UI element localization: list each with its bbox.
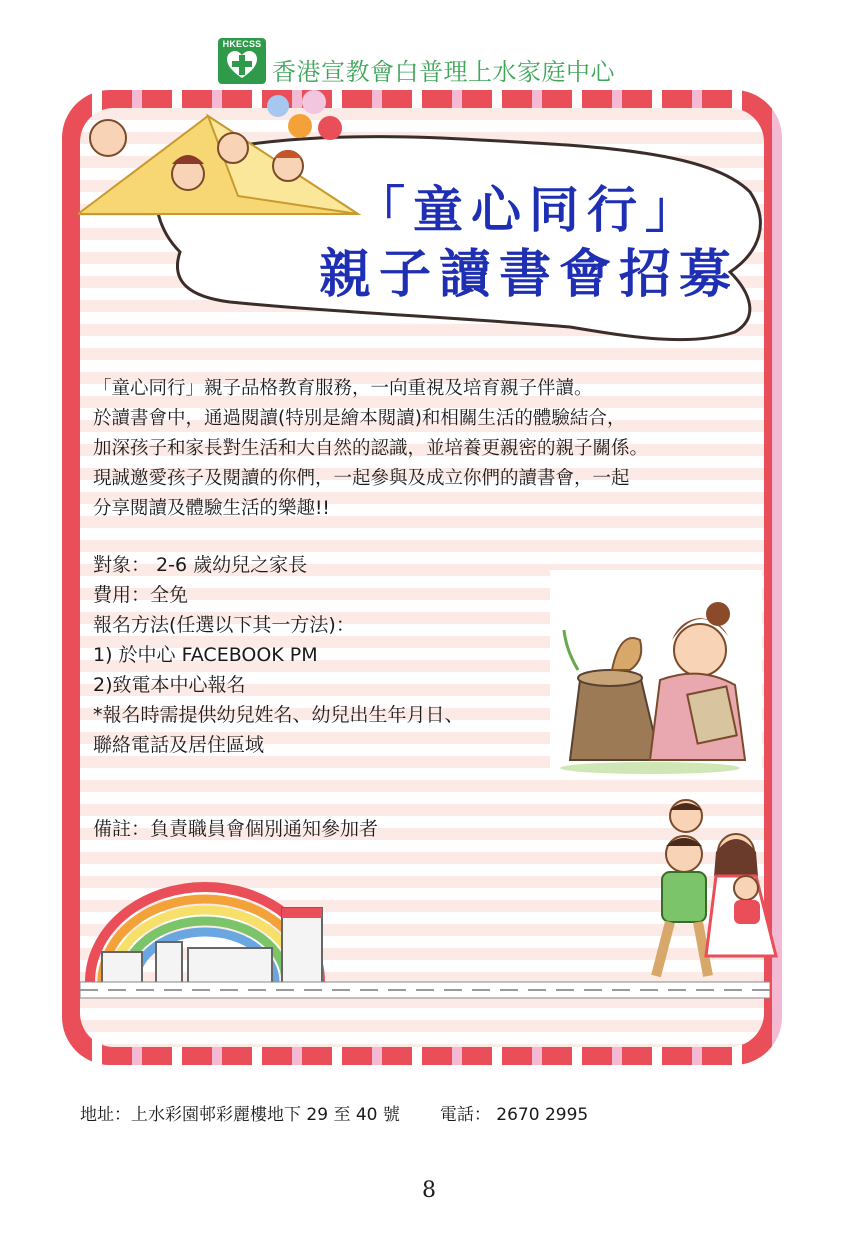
intro-line: 分享閱讀及體驗生活的樂趣!! <box>93 498 330 519</box>
hkecss-logo-icon <box>218 38 266 84</box>
org-logo <box>218 38 615 84</box>
intro-paragraph <box>93 374 773 524</box>
logo-abbreviation: HKECSS <box>222 39 262 49</box>
girl-reading-illustration <box>550 570 762 775</box>
family-illustration <box>636 796 786 988</box>
center-phone: 電話： 2670 2995 <box>439 1105 589 1125</box>
flyer-title-line-1: 「童心同行」 <box>355 181 703 239</box>
registration-method-phone: 2)致電本中心報名 <box>93 674 246 696</box>
intro-line: 於讀書會中，通過閱讀(特別是繪本閱讀)和相關生活的體驗結合， <box>93 408 626 429</box>
registration-requirement-cont: 聯絡電話及居住區域 <box>93 734 265 756</box>
registration-method-facebook: 1) 於中心 FACEBOOK PM <box>93 644 318 666</box>
page-number: 8 <box>422 1178 436 1203</box>
fee-info: 費用：全免 <box>93 584 189 606</box>
flyer-title-line-2: 親子讀書會招募 <box>318 245 739 305</box>
heart-cross-icon <box>226 50 258 80</box>
intro-line: 加深孩子和家長對生活和大自然的認識，並培養更親密的親子關係。 <box>93 438 649 459</box>
registration-requirement: *報名時需提供幼兒姓名、幼兒出生年月日、 <box>93 704 464 726</box>
registration-method-heading: 報名方法(任選以下其一方法)： <box>93 614 355 636</box>
intro-line: 現誠邀愛孩子及閱讀的你們，一起參與及成立你們的讀書會，一起 <box>93 468 630 489</box>
intro-line: 「童心同行」親子品格教育服務，一向重視及培育親子伴讀。 <box>93 378 593 399</box>
center-address: 地址：上水彩園邨彩麗樓地下 29 至 40 號 <box>80 1105 400 1125</box>
rainbow-town-illustration <box>80 872 330 992</box>
registration-details <box>93 550 464 760</box>
footer-contact <box>80 1100 588 1125</box>
remarks-note: 備註：負責職員會個別通知參加者 <box>93 818 379 840</box>
target-audience: 對象： 2-6 歲幼兒之家長 <box>93 554 308 576</box>
organization-name: 香港宣教會白普理上水家庭中心 <box>272 58 615 86</box>
